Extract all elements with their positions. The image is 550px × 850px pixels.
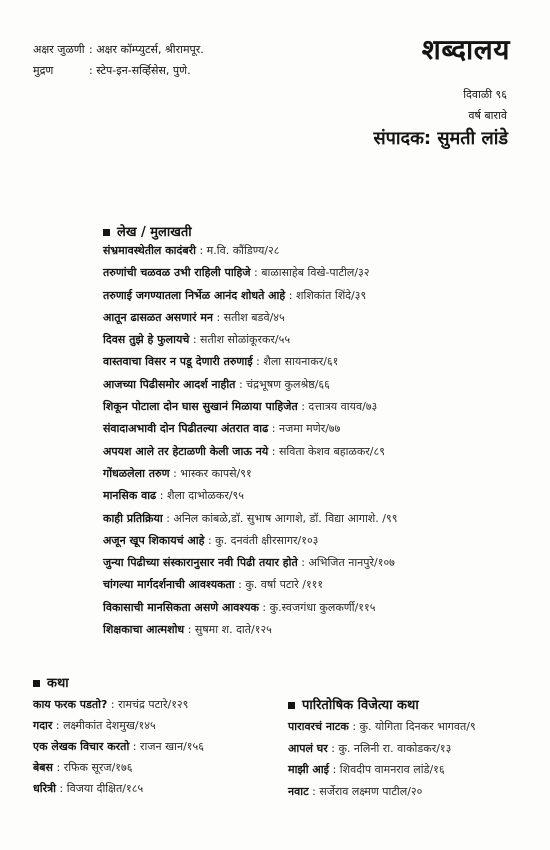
list-item (103, 396, 397, 418)
list-item (33, 715, 204, 736)
item-author-page: : दत्तात्रय वायव/७३ (301, 400, 378, 414)
item-title: संवादाअभावी दोन पिढीतल्या अंतरात वाढ (103, 422, 269, 436)
articles-list (103, 240, 397, 641)
item-author-page: : रफिक सूरज/१७६ (56, 761, 133, 774)
item-title: काय फरक पडतो? (33, 698, 108, 711)
list-item (33, 736, 204, 757)
issue-label: दिवाळी ९६ (463, 88, 507, 101)
list-item (103, 285, 397, 307)
item-title: एक लेखक विचार करतो (33, 740, 130, 753)
item-author-page: : चंद्रभूषण कुलश्रेष्ठ/६६ (238, 377, 330, 391)
list-item (288, 738, 476, 760)
articles-heading (103, 222, 192, 240)
list-item (103, 262, 397, 284)
item-author-page: : सर्जेराव लक्ष्मण पाटील/२० (312, 785, 423, 799)
list-item (103, 508, 397, 530)
credit-label: अक्षर जुळणी (33, 43, 85, 56)
list-item (103, 240, 397, 262)
bullet-square-icon (288, 702, 295, 709)
list-item (103, 441, 397, 463)
item-author-page: : कु. नलिनी रा. वाकोडकर/१३ (331, 741, 452, 755)
editor-line: संपादक: सुमती लांडे (373, 128, 508, 149)
item-author-page: : कु. दनवंती क्षीरसागर/१०३ (207, 533, 319, 547)
section-heading-text: लेख / मुलाखती (117, 225, 192, 240)
magazine-title: शब्दालय (421, 33, 510, 66)
item-title: धरित्री (33, 782, 57, 795)
list-item (103, 351, 397, 373)
list-item (103, 530, 397, 552)
list-item (103, 619, 397, 641)
item-author-page: : शशिकांत शिंदे/३९ (288, 288, 367, 302)
bullet-square-icon (33, 680, 40, 687)
item-title: आजच्या पिढीसमोर आदर्श नाहीत (103, 377, 236, 391)
item-author-page: : अनिल कांबळे,डॉ. सुभाष आगाशे, डॉ. विद्या आगाशे. /९९ (166, 511, 398, 525)
item-title: आतून ढासळत असणारं मन (103, 310, 214, 324)
item-author-page: : भास्कर कापसे/९१ (173, 466, 252, 480)
item-title: अपयश आले तर हेटाळणी केली जाऊ नये (103, 444, 269, 458)
stories-heading (33, 673, 69, 691)
item-title: माझी आई (288, 763, 330, 777)
list-item (103, 597, 397, 619)
list-item (103, 307, 397, 329)
item-title: मानसिक वाढ (103, 489, 157, 503)
list-item (33, 778, 204, 799)
list-item (103, 463, 397, 485)
item-title: शिकून पोटाला दोन घास सुखानं मिळाया पाहिजेत (103, 400, 298, 414)
item-title: जुन्या पिढीच्या संस्कारानुसार नवी पिढी तयार होते (103, 556, 298, 570)
item-author-page: : शैला सायनाकर/६१ (256, 355, 339, 369)
item-title: तरुणाई जगण्यातला निर्भेळ आनंद शोधते आहे (103, 288, 286, 302)
item-author-page: : कु.स्वजगंधा कुलकर्णी/११५ (262, 600, 376, 614)
item-title: चांगल्या मार्गदर्शनाची आवश्यकता (103, 578, 235, 592)
item-author-page: : राजन खान/१५६ (132, 740, 204, 753)
item-title: तरुणांची चळवळ उभी राहिली पाहिजे (103, 266, 251, 280)
credit-label: मुद्रण (33, 64, 54, 77)
item-title: विकासाची मानसिकता असणे आवश्यक (103, 600, 259, 614)
item-title: अजून खूप शिकायचं आहे (103, 533, 205, 547)
item-title: गोंधळलेला तरुण (103, 466, 170, 480)
credit-printing (33, 60, 204, 81)
item-author-page: : शैला दाभोळकर/९५ (159, 489, 244, 503)
item-author-page: : कु. योगिता दिनकर भागवत/९ (352, 720, 476, 733)
list-item (103, 374, 397, 396)
item-author-page: : बाळासाहेब विखे-पाटील/३२ (254, 266, 370, 280)
item-title: बेबस (33, 761, 53, 774)
awards-heading (288, 695, 419, 713)
list-item (288, 759, 476, 781)
list-item (103, 574, 397, 596)
item-author-page: : सतीश बडवे/४५ (216, 310, 285, 324)
list-item (288, 716, 476, 738)
list-item (33, 694, 204, 715)
section-heading-text: पारितोषिक विजेत्या कथा (302, 698, 419, 713)
item-author-page: : सविता केशव बहाळकर/८९ (271, 444, 385, 458)
section-heading-text: कथा (47, 676, 69, 691)
item-title: पारावरचं नाटक (288, 720, 349, 733)
item-title: नवाट (288, 785, 309, 799)
list-item (103, 485, 397, 507)
credit-value: : स्टेप-इन-सर्व्हिसेस, पुणे. (89, 64, 191, 77)
item-author-page: : सुषमा श. दाते/१२५ (187, 623, 272, 637)
awards-list (288, 716, 476, 803)
list-item (33, 757, 204, 778)
item-author-page: : कु. वर्षा पटारे /१११ (238, 578, 324, 592)
item-title: वास्तवाचा विसर न पडू देणारी तरुणाई (103, 355, 253, 369)
item-title: काही प्रतिक्रिया (103, 511, 163, 525)
item-title: आपलं घर (288, 741, 328, 755)
credit-typesetting (33, 39, 204, 60)
bullet-square-icon (103, 229, 110, 236)
list-item (288, 781, 476, 803)
year-label: वर्ष बारावे (468, 109, 507, 122)
list-item (103, 418, 397, 440)
list-item (103, 329, 397, 351)
item-title: शिक्षकाचा आत्मशोध (103, 623, 185, 637)
item-author-page: : रामचंद्र पटारे/१२९ (110, 698, 189, 711)
item-title: गदार (33, 719, 53, 732)
issue-info (463, 84, 507, 126)
item-title: दिवस तुझे हे फुलायचे (103, 333, 190, 347)
item-title: संभ्रमावस्थेतील कादंबरी (103, 244, 196, 257)
item-author-page: : शिवदीप वामनराव लांडे/१६ (332, 763, 445, 777)
credits-block (33, 39, 204, 81)
item-author-page: : सतीश सोळांकूरकर/५५ (192, 333, 291, 347)
item-author-page: : म.वि. कौंडिण्य/२८ (199, 244, 280, 257)
item-author-page: : लक्ष्मीकांत देशमुख/१४५ (55, 719, 156, 732)
item-author-page: : नजमा मणेर/७७ (271, 422, 341, 436)
item-author-page: : अभिजित नानपुरे/१०७ (301, 556, 395, 570)
credit-value: : अक्षर कॉम्प्युटर्स, श्रीरामपूर. (89, 43, 204, 56)
stories-list (33, 694, 204, 799)
list-item (103, 552, 397, 574)
item-author-page: : विजया दीक्षित/१८५ (59, 782, 144, 795)
